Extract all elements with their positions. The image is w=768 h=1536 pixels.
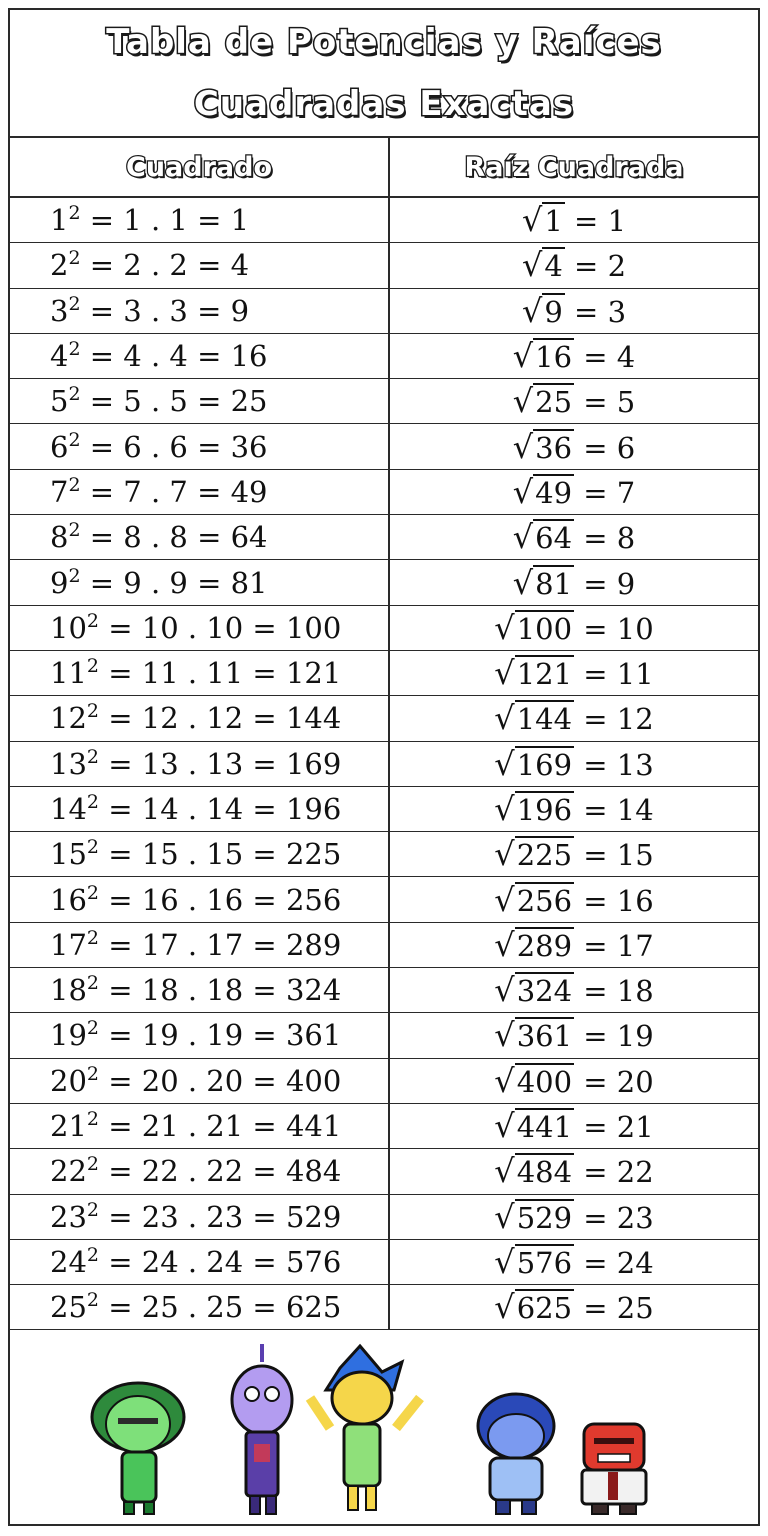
square-base: 8 bbox=[50, 520, 69, 555]
root-cell: √256 = 16 bbox=[389, 877, 758, 922]
root-result: 14 bbox=[616, 793, 654, 827]
sqrt-expression bbox=[513, 473, 574, 511]
root-result: 21 bbox=[616, 1110, 654, 1145]
radical-sign-icon: √ bbox=[494, 1016, 515, 1055]
radicand: 169 bbox=[516, 747, 573, 782]
root-result: 17 bbox=[616, 928, 654, 963]
table-row bbox=[10, 1058, 758, 1103]
sqrt-expression bbox=[494, 1243, 574, 1281]
radical-sign-icon: √ bbox=[494, 971, 515, 1010]
square-exponent: 2 bbox=[68, 564, 81, 587]
radical-sign-icon: √ bbox=[512, 337, 534, 376]
root-cell: √25 = 5 bbox=[389, 379, 758, 424]
square-exponent: 2 bbox=[68, 247, 81, 270]
square-result: 324 bbox=[285, 973, 342, 1008]
root-cell: √169 = 13 bbox=[389, 741, 758, 786]
square-result: 484 bbox=[285, 1154, 342, 1189]
square-result: 144 bbox=[285, 701, 342, 736]
root-cell: √196 = 14 bbox=[389, 786, 758, 831]
square-result: 361 bbox=[285, 1018, 342, 1053]
square-result: 529 bbox=[285, 1199, 342, 1234]
radicand: 256 bbox=[516, 883, 573, 918]
square-base: 23 bbox=[50, 1199, 87, 1234]
joy-character bbox=[310, 1346, 420, 1510]
radical-sign-icon: √ bbox=[521, 246, 543, 285]
sqrt-expression bbox=[513, 337, 574, 375]
square-exponent: 2 bbox=[68, 202, 81, 225]
square-exponent: 2 bbox=[86, 1062, 99, 1085]
radical-sign-icon: √ bbox=[494, 835, 515, 874]
table-row bbox=[10, 741, 758, 786]
root-result: 13 bbox=[616, 747, 654, 782]
square-base: 11 bbox=[50, 656, 87, 691]
root-cell: √225 = 15 bbox=[389, 832, 758, 877]
radical-sign-icon: √ bbox=[494, 654, 515, 693]
root-result: 7 bbox=[616, 475, 636, 510]
root-result: 15 bbox=[616, 838, 654, 873]
square-cell: $9^2 = 9$ . 9 = 81 bbox=[10, 560, 389, 605]
square-base: 20 bbox=[50, 1063, 87, 1098]
square-product: 17 . 17 bbox=[141, 927, 244, 962]
sqrt-expression bbox=[494, 790, 574, 828]
table-row bbox=[10, 1013, 758, 1058]
square-base: 22 bbox=[50, 1154, 87, 1189]
sqrt-expression bbox=[513, 382, 574, 420]
root-cell: √625 = 25 bbox=[389, 1285, 758, 1330]
square-product: 22 . 22 bbox=[141, 1154, 244, 1189]
square-base: 6 bbox=[50, 429, 69, 464]
root-cell: √324 = 18 bbox=[389, 968, 758, 1013]
root-result: 22 bbox=[616, 1155, 654, 1190]
radical-sign-icon: √ bbox=[512, 472, 534, 511]
header-square: Cuadrado bbox=[10, 138, 389, 197]
root-result: 16 bbox=[616, 883, 654, 918]
square-product: 15 . 15 bbox=[141, 837, 244, 872]
root-result: 24 bbox=[616, 1245, 654, 1280]
radical-sign-icon: √ bbox=[494, 608, 515, 647]
square-cell: $8^2 = 8$ . 8 = 64 bbox=[10, 515, 389, 560]
root-cell: √100 = 10 bbox=[389, 605, 758, 650]
radicand: 16 bbox=[535, 340, 573, 375]
radicand: 4 bbox=[544, 249, 563, 284]
table-row bbox=[10, 1103, 758, 1148]
sqrt-expression bbox=[494, 1152, 574, 1190]
radical-sign-icon: √ bbox=[494, 1061, 515, 1100]
sqrt-expression bbox=[494, 609, 574, 647]
square-exponent: 2 bbox=[86, 881, 99, 904]
sqrt-expression bbox=[494, 971, 574, 1009]
radical-sign-icon: √ bbox=[494, 1152, 515, 1191]
root-result: 25 bbox=[616, 1291, 654, 1326]
square-product: 19 . 19 bbox=[141, 1018, 244, 1053]
square-cell: $10^2 = 10$ . 10 = 100 bbox=[10, 605, 389, 650]
root-result: 8 bbox=[616, 521, 636, 556]
square-product: 14 . 14 bbox=[141, 792, 244, 826]
sqrt-expression bbox=[522, 201, 565, 239]
square-result: 576 bbox=[285, 1244, 342, 1279]
radical-sign-icon: √ bbox=[512, 518, 534, 557]
square-product: 1 . 1 bbox=[123, 203, 188, 238]
radicand: 9 bbox=[544, 294, 563, 329]
root-cell: √289 = 17 bbox=[389, 922, 758, 967]
square-exponent: 2 bbox=[86, 1243, 99, 1266]
table-row bbox=[10, 560, 758, 605]
square-result: 81 bbox=[230, 565, 268, 600]
square-exponent: 2 bbox=[86, 609, 99, 632]
root-result: 5 bbox=[616, 385, 636, 420]
root-result: 9 bbox=[616, 566, 636, 601]
square-cell: $12^2 = 12$ . 12 = 144 bbox=[10, 696, 389, 741]
square-exponent: 2 bbox=[86, 655, 99, 678]
square-cell: $18^2 = 18$ . 18 = 324 bbox=[10, 968, 389, 1013]
square-exponent: 2 bbox=[68, 519, 81, 542]
square-base: 25 bbox=[50, 1290, 87, 1325]
square-cell: $14^2 = 14$ . 14 = 196 bbox=[10, 786, 389, 831]
root-result: 4 bbox=[616, 340, 636, 375]
square-cell: $11^2 = 11$ . 11 = 121 bbox=[10, 650, 389, 695]
radical-sign-icon: √ bbox=[494, 925, 515, 964]
header-root: Raíz Cuadrada bbox=[389, 138, 758, 197]
radicand: 1 bbox=[544, 204, 563, 239]
table-row bbox=[10, 424, 758, 469]
sqrt-expression bbox=[494, 926, 574, 964]
root-cell: √4 = 2 bbox=[389, 243, 758, 288]
title-block bbox=[10, 10, 758, 138]
table-row bbox=[10, 469, 758, 514]
root-result: 18 bbox=[616, 974, 654, 1009]
radical-sign-icon: √ bbox=[512, 563, 534, 602]
square-exponent: 2 bbox=[86, 1017, 99, 1040]
table-row bbox=[10, 605, 758, 650]
radicand: 36 bbox=[535, 430, 573, 465]
disgust-character bbox=[92, 1383, 184, 1514]
root-cell: √16 = 4 bbox=[389, 333, 758, 378]
square-base: 21 bbox=[50, 1109, 87, 1144]
radicand: 225 bbox=[516, 838, 573, 873]
table-row bbox=[10, 1194, 758, 1239]
sadness-character bbox=[478, 1394, 554, 1514]
square-result: 9 bbox=[230, 293, 250, 328]
square-cell: $25^2 = 25$ . 25 = 625 bbox=[10, 1285, 389, 1330]
square-exponent: 2 bbox=[86, 1108, 99, 1131]
square-exponent: 2 bbox=[86, 1198, 99, 1221]
radical-sign-icon: √ bbox=[521, 291, 543, 330]
root-cell: √361 = 19 bbox=[389, 1013, 758, 1058]
table-row bbox=[10, 515, 758, 560]
square-result: 36 bbox=[230, 429, 268, 464]
page-title-line-1: Tabla de Potencias y Raíces bbox=[106, 22, 662, 62]
sqrt-expression bbox=[494, 654, 574, 692]
square-product: 4 . 4 bbox=[123, 339, 188, 374]
radicand: 484 bbox=[516, 1155, 573, 1190]
square-cell: $16^2 = 16$ . 16 = 256 bbox=[10, 877, 389, 922]
square-result: 4 bbox=[230, 248, 250, 283]
radical-sign-icon: √ bbox=[494, 1107, 515, 1146]
square-result: 1 bbox=[230, 203, 250, 238]
root-result: 3 bbox=[607, 294, 627, 329]
square-product: 18 . 18 bbox=[141, 973, 244, 1008]
sqrt-expression bbox=[522, 246, 565, 284]
square-product: 3 . 3 bbox=[123, 293, 188, 328]
table-row bbox=[10, 333, 758, 378]
root-result: 1 bbox=[607, 204, 627, 239]
root-cell: √81 = 9 bbox=[389, 560, 758, 605]
sqrt-expression bbox=[513, 518, 574, 556]
table-row bbox=[10, 877, 758, 922]
square-base: 18 bbox=[50, 973, 87, 1008]
square-result: 400 bbox=[285, 1063, 342, 1098]
square-product: 20 . 20 bbox=[141, 1063, 244, 1098]
radicand: 361 bbox=[516, 1019, 573, 1054]
square-cell: $17^2 = 17$ . 17 = 289 bbox=[10, 922, 389, 967]
square-result: 49 bbox=[230, 474, 268, 509]
table-row bbox=[10, 650, 758, 695]
anger-character bbox=[582, 1424, 646, 1514]
characters-illustration bbox=[10, 1332, 758, 1524]
square-product: 6 . 6 bbox=[123, 429, 188, 464]
root-result: 12 bbox=[616, 702, 654, 737]
square-cell: $4^2 = 4$ . 4 = 16 bbox=[10, 333, 389, 378]
sqrt-expression bbox=[494, 745, 574, 783]
square-exponent: 2 bbox=[86, 926, 99, 949]
radicand: 324 bbox=[516, 974, 573, 1009]
square-cell: $22^2 = 22$ . 22 = 484 bbox=[10, 1149, 389, 1194]
square-base: 3 bbox=[50, 293, 69, 328]
radical-sign-icon: √ bbox=[494, 1242, 515, 1281]
root-cell: √484 = 22 bbox=[389, 1149, 758, 1194]
sqrt-expression bbox=[494, 835, 574, 873]
table-row bbox=[10, 197, 758, 243]
table-row bbox=[10, 1239, 758, 1284]
square-cell: $1^2 = 1$ . 1 = 1 bbox=[10, 197, 389, 243]
sqrt-expression bbox=[494, 1198, 574, 1236]
square-cell: $15^2 = 15$ . 15 = 225 bbox=[10, 832, 389, 877]
radicand: 529 bbox=[516, 1200, 573, 1235]
square-product: 21 . 21 bbox=[141, 1109, 244, 1144]
root-result: 20 bbox=[616, 1064, 654, 1099]
root-result: 10 bbox=[616, 611, 654, 646]
square-product: 8 . 8 bbox=[123, 520, 188, 555]
table-row bbox=[10, 696, 758, 741]
radicand: 25 bbox=[535, 385, 573, 420]
table-row bbox=[10, 379, 758, 424]
square-base: 5 bbox=[50, 384, 69, 419]
root-cell: √64 = 8 bbox=[389, 515, 758, 560]
square-product: 16 . 16 bbox=[141, 882, 244, 917]
table-row bbox=[10, 288, 758, 333]
radicand: 196 bbox=[516, 793, 573, 827]
square-exponent: 2 bbox=[86, 836, 99, 859]
root-cell: √576 = 24 bbox=[389, 1239, 758, 1284]
square-exponent: 2 bbox=[86, 745, 99, 768]
root-result: 23 bbox=[616, 1200, 654, 1235]
square-base: 24 bbox=[50, 1244, 87, 1279]
square-cell: $23^2 = 23$ . 23 = 529 bbox=[10, 1194, 389, 1239]
square-cell: $7^2 = 7$ . 7 = 49 bbox=[10, 469, 389, 514]
root-cell: √400 = 20 bbox=[389, 1058, 758, 1103]
square-result: 196 bbox=[285, 792, 342, 826]
square-exponent: 2 bbox=[68, 383, 81, 406]
root-cell: √121 = 11 bbox=[389, 650, 758, 695]
power-table-sheet bbox=[8, 8, 760, 1526]
square-cell: $24^2 = 24$ . 24 = 576 bbox=[10, 1239, 389, 1284]
square-base: 13 bbox=[50, 746, 87, 781]
square-result: 121 bbox=[285, 656, 342, 691]
radical-sign-icon: √ bbox=[494, 744, 515, 783]
square-base: 12 bbox=[50, 701, 87, 736]
square-exponent: 2 bbox=[68, 473, 81, 496]
sqrt-expression bbox=[494, 1062, 574, 1100]
table-row bbox=[10, 786, 758, 831]
root-cell: √441 = 21 bbox=[389, 1103, 758, 1148]
square-cell: $21^2 = 21$ . 21 = 441 bbox=[10, 1103, 389, 1148]
square-result: 289 bbox=[285, 927, 342, 962]
root-cell: √144 = 12 bbox=[389, 696, 758, 741]
page-title-line-2: Cuadradas Exactas bbox=[193, 84, 575, 124]
square-product: 5 . 5 bbox=[123, 384, 188, 419]
square-exponent: 2 bbox=[86, 1289, 99, 1312]
square-result: 25 bbox=[230, 384, 268, 419]
table-header-row bbox=[10, 138, 758, 197]
square-base: 17 bbox=[50, 927, 87, 962]
square-cell: $19^2 = 19$ . 19 = 361 bbox=[10, 1013, 389, 1058]
table-row bbox=[10, 1285, 758, 1330]
square-cell: $5^2 = 5$ . 5 = 25 bbox=[10, 379, 389, 424]
square-product: 7 . 7 bbox=[123, 474, 188, 509]
radicand: 625 bbox=[516, 1291, 573, 1326]
square-cell: $6^2 = 6$ . 6 = 36 bbox=[10, 424, 389, 469]
square-base: 7 bbox=[50, 474, 69, 509]
fear-character bbox=[232, 1344, 292, 1514]
table-row bbox=[10, 922, 758, 967]
square-base: 15 bbox=[50, 837, 87, 872]
sqrt-expression bbox=[513, 428, 574, 466]
square-product: 11 . 11 bbox=[141, 656, 244, 691]
root-result: 19 bbox=[616, 1019, 654, 1054]
square-cell: $2^2 = 2$ . 2 = 4 bbox=[10, 243, 389, 288]
sqrt-expression bbox=[494, 1016, 574, 1054]
square-base: 10 bbox=[50, 610, 87, 645]
square-exponent: 2 bbox=[68, 292, 81, 315]
sqrt-expression bbox=[494, 1288, 574, 1326]
square-result: 16 bbox=[230, 339, 268, 374]
square-exponent: 2 bbox=[86, 791, 99, 813]
root-cell: √49 = 7 bbox=[389, 469, 758, 514]
table-body bbox=[10, 197, 758, 1330]
square-exponent: 2 bbox=[68, 338, 81, 361]
root-result: 6 bbox=[616, 430, 636, 465]
square-product: 13 . 13 bbox=[141, 746, 244, 781]
root-cell: √1 = 1 bbox=[389, 197, 758, 243]
square-base: 4 bbox=[50, 339, 69, 374]
table-row bbox=[10, 832, 758, 877]
square-result: 441 bbox=[285, 1109, 342, 1144]
radical-sign-icon: √ bbox=[494, 699, 515, 738]
radical-sign-icon: √ bbox=[512, 427, 534, 466]
root-result: 11 bbox=[616, 657, 654, 692]
root-result: 2 bbox=[607, 249, 627, 284]
root-cell: √9 = 3 bbox=[389, 288, 758, 333]
square-exponent: 2 bbox=[86, 1153, 99, 1176]
sqrt-expression bbox=[494, 881, 574, 919]
radicand: 49 bbox=[535, 475, 573, 510]
sqrt-expression bbox=[494, 699, 574, 737]
square-result: 100 bbox=[285, 610, 342, 645]
sqrt-expression bbox=[513, 564, 574, 602]
square-base: 16 bbox=[50, 882, 87, 917]
square-base: 19 bbox=[50, 1018, 87, 1053]
radicand: 121 bbox=[516, 657, 573, 692]
radical-sign-icon: √ bbox=[494, 1288, 515, 1327]
radicand: 144 bbox=[516, 702, 573, 737]
square-product: 10 . 10 bbox=[141, 610, 244, 645]
square-product: 12 . 12 bbox=[141, 701, 244, 736]
square-exponent: 2 bbox=[86, 700, 99, 723]
square-result: 225 bbox=[285, 837, 342, 872]
square-product: 25 . 25 bbox=[141, 1290, 244, 1325]
radicand: 100 bbox=[516, 611, 573, 646]
square-product: 23 . 23 bbox=[141, 1199, 244, 1234]
square-exponent: 2 bbox=[68, 428, 81, 451]
square-product: 2 . 2 bbox=[123, 248, 188, 283]
sqrt-expression bbox=[522, 292, 565, 330]
square-base: 2 bbox=[50, 248, 69, 283]
radicand: 441 bbox=[516, 1110, 573, 1145]
square-base: 9 bbox=[50, 565, 69, 600]
square-base: 14 bbox=[50, 792, 87, 826]
square-cell: $13^2 = 13$ . 13 = 169 bbox=[10, 741, 389, 786]
square-base: 1 bbox=[50, 203, 69, 238]
table-row bbox=[10, 1149, 758, 1194]
square-result: 169 bbox=[285, 746, 342, 781]
square-result: 256 bbox=[285, 882, 342, 917]
radical-sign-icon: √ bbox=[494, 790, 515, 828]
radical-sign-icon: √ bbox=[494, 1197, 515, 1236]
square-cell: $3^2 = 3$ . 3 = 9 bbox=[10, 288, 389, 333]
square-product: 9 . 9 bbox=[123, 565, 188, 600]
radicand: 400 bbox=[516, 1064, 573, 1099]
powers-roots-table bbox=[10, 138, 758, 1330]
square-product: 24 . 24 bbox=[141, 1244, 244, 1279]
radicand: 64 bbox=[535, 521, 573, 556]
root-cell: √36 = 6 bbox=[389, 424, 758, 469]
square-exponent: 2 bbox=[86, 972, 99, 995]
root-cell: √529 = 23 bbox=[389, 1194, 758, 1239]
radicand: 289 bbox=[516, 928, 573, 963]
radical-sign-icon: √ bbox=[521, 201, 543, 240]
table-row bbox=[10, 243, 758, 288]
radical-sign-icon: √ bbox=[512, 382, 534, 421]
radicand: 81 bbox=[535, 566, 573, 601]
square-cell: $20^2 = 20$ . 20 = 400 bbox=[10, 1058, 389, 1103]
table-row bbox=[10, 968, 758, 1013]
radical-sign-icon: √ bbox=[494, 880, 515, 919]
radicand: 576 bbox=[516, 1245, 573, 1280]
square-result: 64 bbox=[230, 520, 268, 555]
sqrt-expression bbox=[494, 1107, 574, 1145]
square-result: 625 bbox=[285, 1290, 342, 1325]
